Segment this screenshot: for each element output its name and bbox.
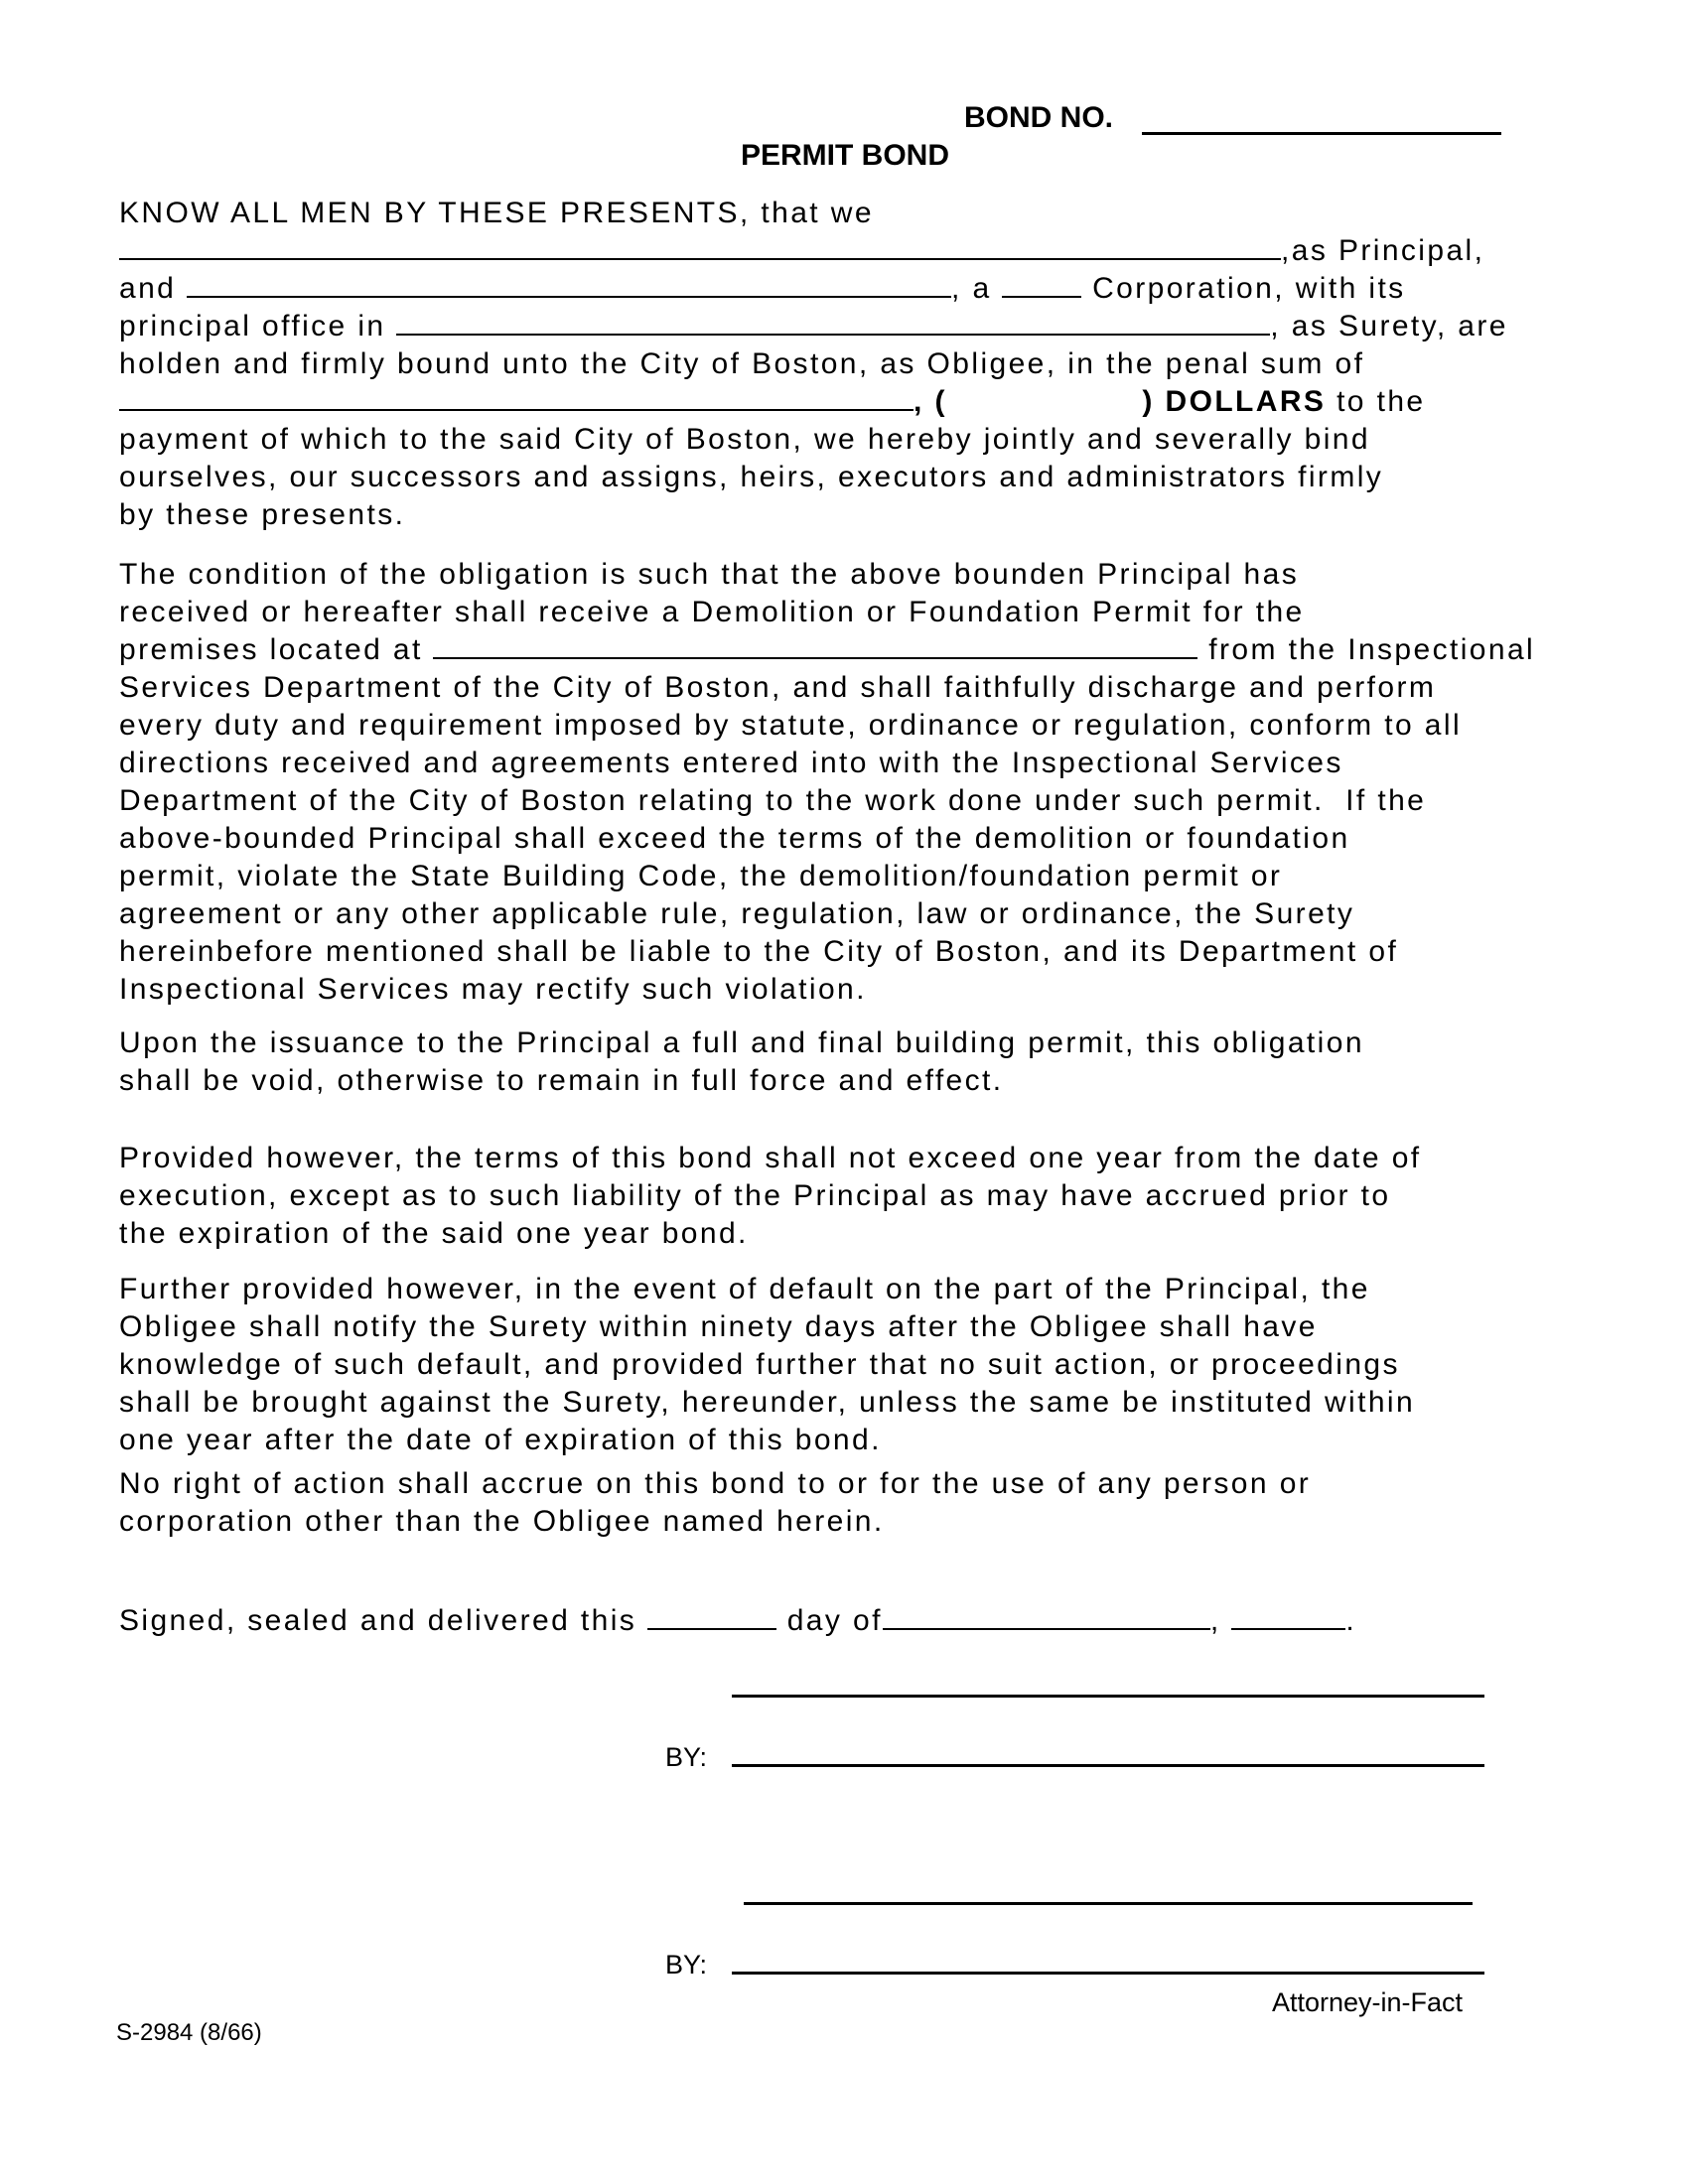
and-text: and (119, 272, 177, 305)
intro-line-9: by these presents. (119, 498, 406, 531)
bond-number-label (964, 101, 1113, 135)
issuance-line-2: shall be void, otherwise to remain in full force and effect. (119, 1064, 1004, 1097)
condition-line-10: agreement or any other applicable rule, regulation, law or ordinance, the Surety (119, 897, 1355, 930)
condition-line-3 (119, 631, 1628, 669)
attorney-in-fact-label: Attorney-in-Fact (1272, 1987, 1464, 2017)
intro-paragraph (119, 195, 1628, 534)
dollars-label: DOLLARS (1165, 385, 1327, 418)
signed-sealed-text: Signed, sealed and delivered this (119, 1604, 637, 1637)
principal-signature-line[interactable] (732, 1695, 1484, 1698)
signed-line-content (119, 1602, 1628, 1640)
close-paren: ) (1142, 385, 1155, 418)
default-paragraph (119, 1271, 1628, 1459)
default-line-3: knowledge of such default, and provided further that no suit action, or proceedings (119, 1348, 1400, 1381)
condition-line-11: hereinbefore mentioned shall be liable to the City of Boston, and its Department of (119, 935, 1399, 968)
premises-address-field[interactable] (433, 631, 1197, 659)
surety-name-field[interactable] (187, 270, 951, 298)
attorney-signature-line[interactable] (732, 1972, 1484, 1975)
term-paragraph (119, 1140, 1628, 1253)
page-title: PERMIT BOND (741, 139, 949, 172)
period-text: . (1345, 1604, 1357, 1637)
condition-paragraph (119, 556, 1628, 1009)
by-label-1: BY: (665, 1742, 708, 1772)
intro-line-3 (119, 270, 1628, 308)
intro-line-4 (119, 308, 1628, 345)
from-inspectional-text: from the Inspectional (1208, 633, 1536, 666)
form-number: S-2984 (8/66) (116, 2019, 262, 2046)
rights-line-1: No right of action shall accrue on this bond to or for the use of any person or (119, 1467, 1312, 1500)
open-paren: , ( (914, 385, 947, 418)
condition-line-2: received or hereafter shall receive a Demolition or Foundation Permit for the (119, 596, 1305, 628)
bond-no-text: BOND NO. (964, 101, 1113, 134)
comma-text: , (1209, 1604, 1221, 1637)
signed-line (119, 1602, 1628, 1640)
issuance-line-1: Upon the issuance to the Principal a full and final building permit, this obligation (119, 1026, 1364, 1059)
to-the-text: to the (1336, 385, 1426, 418)
condition-line-4: Services Department of the City of Boston, and shall faithfully discharge and perform (119, 671, 1437, 704)
condition-line-7: Department of the City of Boston relating to the work done under such permit. If the (119, 784, 1427, 817)
principal-office-text: principal office in (119, 310, 386, 342)
issuance-paragraph (119, 1024, 1628, 1100)
intro-line-8: ourselves, our successors and assigns, heirs, executors and administrators firmly (119, 461, 1384, 493)
corporation-text: Corporation, with its (1092, 272, 1406, 305)
principal-by-signature-line[interactable] (732, 1764, 1484, 1767)
term-line-1: Provided however, the terms of this bond shall not exceed one year from the date of (119, 1142, 1422, 1174)
term-line-2: execution, except as to such liability of the Principal as may have accrued prior to (119, 1179, 1391, 1212)
intro-line-6 (119, 383, 1628, 421)
intro-line-5: holden and firmly bound unto the City of Boston, as Obligee, in the penal sum of (119, 347, 1365, 380)
condition-line-8: above-bounded Principal shall exceed the terms of the demolition or foundation (119, 822, 1350, 855)
condition-line-12: Inspectional Services may rectify such violation. (119, 973, 867, 1006)
condition-line-5: every duty and requirement imposed by statute, ordinance or regulation, conform to all (119, 709, 1463, 742)
default-line-1: Further provided however, in the event of default on the part of the Principal, the (119, 1273, 1370, 1305)
a-text: , a (951, 272, 992, 305)
day-of-text: day of (786, 1604, 883, 1637)
surety-signature-line[interactable] (744, 1902, 1473, 1905)
principal-office-field[interactable] (396, 308, 1270, 336)
as-principal-text: ,as Principal, (1281, 234, 1485, 267)
year-field[interactable] (1231, 1602, 1345, 1630)
bond-number-field[interactable] (1142, 132, 1501, 135)
penal-sum-words-field[interactable] (119, 383, 914, 411)
condition-line-6: directions received and agreements entered into with the Inspectional Services (119, 747, 1343, 779)
intro-line-2 (119, 232, 1628, 270)
default-line-4: shall be brought against the Surety, hereunder, unless the same be instituted within (119, 1386, 1416, 1419)
default-line-5: one year after the date of expiration of this bond. (119, 1424, 882, 1456)
condition-line-9: permit, violate the State Building Code, the demolition/foundation permit or (119, 860, 1283, 892)
as-surety-text: , as Surety, are (1270, 310, 1508, 342)
intro-line-7: payment of which to the said City of Boston, we hereby jointly and severally bind (119, 423, 1370, 456)
intro-line-1: KNOW ALL MEN BY THESE PRESENTS, that we (119, 197, 874, 229)
day-field[interactable] (647, 1602, 776, 1630)
premises-text: premises located at (119, 633, 423, 666)
month-field[interactable] (883, 1602, 1210, 1630)
condition-line-1: The condition of the obligation is such that the above bounden Principal has (119, 558, 1300, 591)
principal-name-field[interactable] (119, 232, 1281, 260)
state-of-incorporation-field[interactable] (1002, 270, 1081, 298)
term-line-3: the expiration of the said one year bond. (119, 1217, 749, 1250)
rights-line-2: corporation other than the Obligee named herein. (119, 1505, 885, 1538)
rights-paragraph (119, 1465, 1628, 1541)
by-label-2: BY: (665, 1950, 708, 1979)
default-line-2: Obligee shall notify the Surety within ninety days after the Obligee shall have (119, 1310, 1318, 1343)
